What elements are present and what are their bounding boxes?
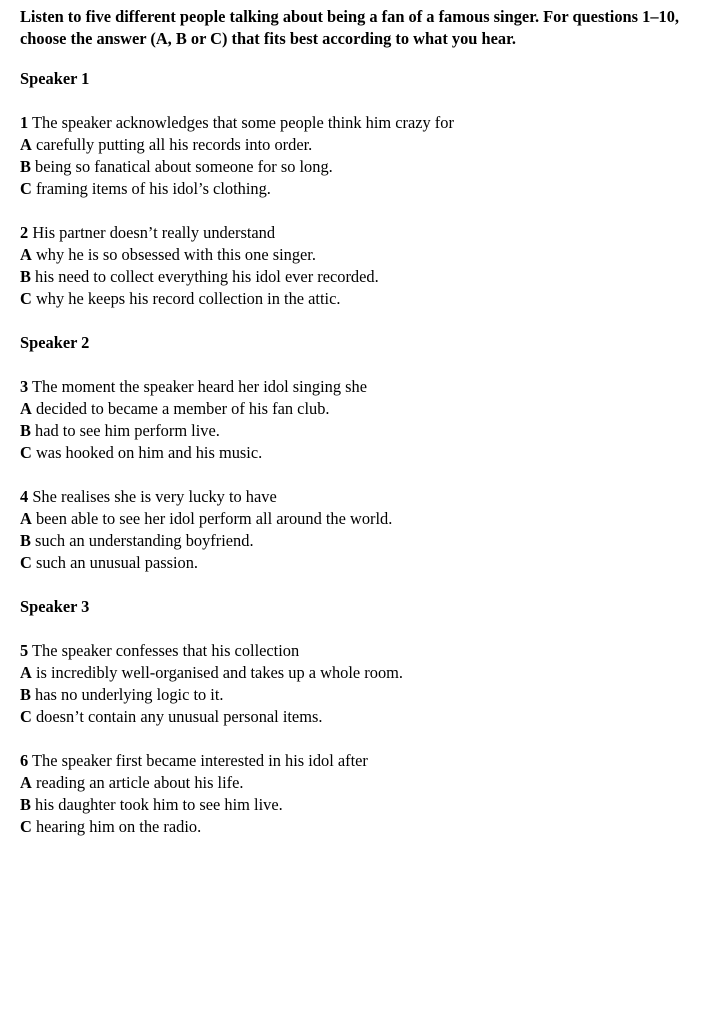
option-letter: A [20, 773, 32, 792]
answer-option [20, 508, 690, 530]
option-text: why he keeps his record collection in the attic. [35, 289, 341, 308]
answer-option [20, 156, 690, 178]
option-text: hearing him on the radio. [35, 817, 202, 836]
answer-option [20, 706, 690, 728]
question-text: The moment the speaker heard her idol singing she [32, 377, 368, 396]
answer-option [20, 662, 690, 684]
option-letter: B [20, 157, 31, 176]
worksheet-page [20, 6, 690, 860]
answer-option [20, 420, 690, 442]
option-letter: B [20, 421, 31, 440]
option-letter: C [20, 817, 32, 836]
question-block [20, 376, 690, 464]
answer-option [20, 684, 690, 706]
option-text: carefully putting all his records into order. [35, 135, 313, 154]
question-stem [20, 486, 690, 508]
option-text: his need to collect everything his idol ever recorded. [35, 267, 379, 286]
question-text: His partner doesn’t really understand [32, 223, 276, 242]
question-stem [20, 222, 690, 244]
option-text: such an understanding boyfriend. [35, 531, 254, 550]
option-text: is incredibly well-organised and takes up a whole room. [35, 663, 403, 682]
question-block [20, 222, 690, 310]
option-text: decided to became a member of his fan club. [35, 399, 330, 418]
option-text: has no underlying logic to it. [35, 685, 224, 704]
option-text: was hooked on him and his music. [35, 443, 263, 462]
option-letter: A [20, 509, 32, 528]
answer-option [20, 794, 690, 816]
answer-option [20, 398, 690, 420]
option-letter: B [20, 685, 31, 704]
option-letter: A [20, 663, 32, 682]
speaker-section [20, 596, 690, 838]
answer-option [20, 244, 690, 266]
question-number: 6 [20, 751, 29, 770]
answer-option [20, 178, 690, 200]
option-letter: C [20, 179, 32, 198]
question-stem [20, 376, 690, 398]
question-text: She realises she is very lucky to have [32, 487, 277, 506]
option-letter: C [20, 707, 32, 726]
question-number: 1 [20, 113, 29, 132]
option-letter: C [20, 443, 32, 462]
question-number: 2 [20, 223, 29, 242]
answer-option [20, 288, 690, 310]
option-letter: B [20, 531, 31, 550]
question-stem [20, 640, 690, 662]
option-text: doesn’t contain any unusual personal items. [35, 707, 323, 726]
speaker-section [20, 332, 690, 574]
option-text: why he is so obsessed with this one singer. [35, 245, 316, 264]
option-text: framing items of his idol’s clothing. [35, 179, 271, 198]
answer-option [20, 134, 690, 156]
instructions-text: Listen to five different people talking about being a fan of a famous singer. For questions 1–10, choose the answer (A, B or C) that fits best according to what you hear. [20, 7, 680, 48]
option-letter: B [20, 267, 31, 286]
question-stem [20, 750, 690, 772]
question-number: 4 [20, 487, 29, 506]
question-text: The speaker first became interested in his idol after [32, 751, 368, 770]
option-letter: A [20, 399, 32, 418]
question-text: The speaker acknowledges that some people think him crazy for [32, 113, 454, 132]
question-block [20, 640, 690, 728]
question-number: 3 [20, 377, 29, 396]
question-number: 5 [20, 641, 29, 660]
option-text: his daughter took him to see him live. [35, 795, 283, 814]
option-text: being so fanatical about someone for so long. [35, 157, 333, 176]
answer-option [20, 530, 690, 552]
question-block [20, 112, 690, 200]
question-stem [20, 112, 690, 134]
question-block [20, 750, 690, 838]
answer-option [20, 772, 690, 794]
speaker-heading: Speaker 2 [20, 333, 90, 352]
speakers-container [20, 68, 690, 838]
option-letter: A [20, 135, 32, 154]
option-letter: A [20, 245, 32, 264]
answer-option [20, 552, 690, 574]
option-letter: C [20, 553, 32, 572]
option-letter: C [20, 289, 32, 308]
question-block [20, 486, 690, 574]
speaker-heading: Speaker 3 [20, 597, 90, 616]
answer-option [20, 442, 690, 464]
option-text: had to see him perform live. [35, 421, 220, 440]
option-text: been able to see her idol perform all around the world. [35, 509, 393, 528]
option-letter: B [20, 795, 31, 814]
option-text: reading an article about his life. [35, 773, 244, 792]
option-text: such an unusual passion. [35, 553, 199, 572]
answer-option [20, 816, 690, 838]
speaker-section [20, 68, 690, 310]
speaker-heading: Speaker 1 [20, 69, 90, 88]
question-text: The speaker confesses that his collection [32, 641, 300, 660]
answer-option [20, 266, 690, 288]
